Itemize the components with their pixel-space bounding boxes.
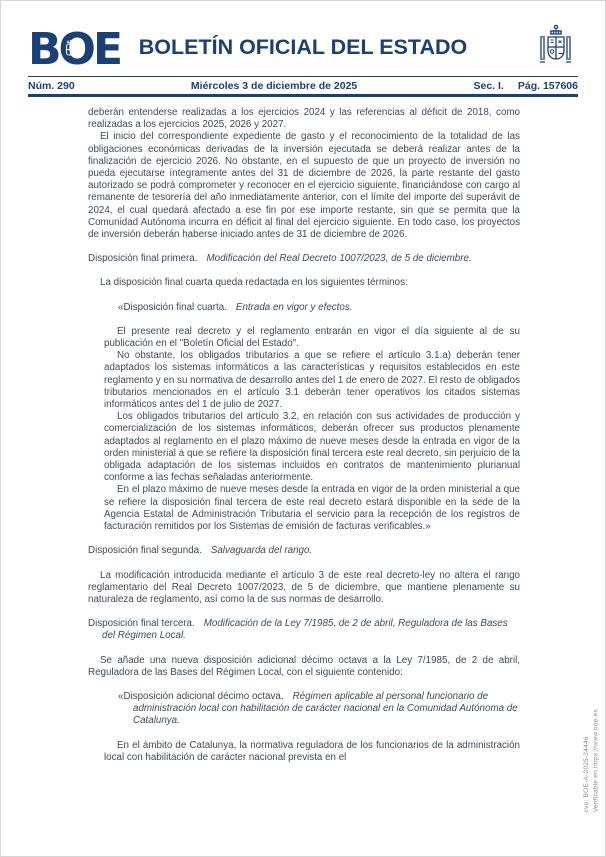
section-heading <box>88 545 520 557</box>
heading-title: Modificación del Real Decreto 1007/2023, de 5 de diciembre. <box>206 253 472 265</box>
paragraph: El inicio del correspondiente expediente de gasto y el reconocimiento de la totalidad de las obligaciones económicas derivadas de la inversión ejecutada se deberá realizar antes de la finalización de ejercicio 2026. No obstante, en el supuesto de que un proyecto de inversión no pueda ejecutarse íntegramente antes del 31 de diciembre de 2026, la parte restante del gasto autorizado se podrá comprometer y reconocer en el ejercicio siguiente, financiándose con cargo al remanente de tesorería del año inmediatamente anterior, con el límite del importe del superávit de 2024, el cual quedará afectado a ese fin por ese importe restante, sin que se permita que la Comunidad Autónoma incurra en déficit al final del ejercicio siguiente. En todo caso, los proyectos de inversión deberán haberse iniciado antes de 31 de diciembre de 2026. <box>88 131 520 241</box>
info-bar <box>28 76 578 97</box>
paragraph: La disposición final cuarta queda redactada en los siguientes términos: <box>100 277 408 289</box>
masthead-title: BOLETÍN OFICIAL DEL ESTADO <box>138 35 468 59</box>
document-body <box>88 107 520 764</box>
quoted-paragraph: Los obligados tributarios del artículo 3.2, en relación con sus actividades de producción y comercialización de los sistemas informáticos, deberán ofrecer sus productos plenamente adaptados al reglamento en el plazo máximo de nueve meses desde la entrada en vigor de la orden ministerial a que se refiere la disposición final tercera este real decreto, sin perjuicio de la obligada adaptación de los sistemas incluidos en contratos de mantenimiento plurianual conforme a las fechas señaladas anteriormente. <box>104 411 520 484</box>
section-label: Sec. I. <box>473 79 504 92</box>
heading-label: «Disposición final cuarta. <box>118 301 227 313</box>
issue-date: Miércoles 3 de diciembre de 2025 <box>190 79 358 92</box>
heading-label: Disposición final segunda. <box>88 545 202 557</box>
section-heading <box>88 618 520 642</box>
page-number: Pág. 157606 <box>517 79 578 92</box>
boe-logo-crest-icon <box>63 38 78 66</box>
issue-number: Núm. 290 <box>28 79 75 92</box>
quoted-paragraph: No obstante, los obligados tributarios a que se refiere el artículo 3.1.a) deberán tener adaptados los sistemas informáticos a las características y requisitos establecidos en este reglamento y en su normativa de desarrollo antes del 1 de enero de 2027. El resto de obligados tributarios mencionados en el artículo 3.1 deberán tener operativos los citados sistemas informáticos antes del 1 de julio de 2027. <box>104 350 520 411</box>
heading-title: Modificación de la Ley 7/1985, de 2 de abril, Reguladora de las Bases del Régimen Local. <box>102 618 508 642</box>
heading-title: Entrada en vigor y efectos. <box>235 301 353 313</box>
paragraph: La modificación introducida mediante el artículo 3 de este real decreto-ley no altera el rango reglamentario del Real Decreto 1007/2023, de 5 de diciembre, que mantiene plenamente su naturaleza de reglamento, así como la de sus normas de desarrollo. <box>88 569 520 605</box>
boe-logo-letters: BOE <box>28 24 120 75</box>
paragraph: deberán entenderse realizadas a los ejercicios 2024 y las referencias al déficit de 2018, como realizadas a los ejercicios 2025, 2026 y 2027. <box>88 107 520 131</box>
heading-label: «Disposición adicional décimo octava. <box>118 690 284 702</box>
quoted-heading <box>88 691 520 728</box>
verification-sidebar <box>582 709 601 812</box>
heading-label: Disposición final tercera. <box>88 618 195 630</box>
spain-coat-of-arms-icon <box>536 24 576 79</box>
paragraph: Se añade una nueva disposición adicional décimo octava a la Ley 7/1985, de 2 de abril, Reguladora de las Bases del Régimen Local, con el siguiente contenido: <box>88 654 520 678</box>
quoted-heading <box>88 302 520 314</box>
cve-code: cve: BOE-A-2025-24446 <box>583 735 590 812</box>
heading-title: Régimen aplicable al personal funcionario de administración local con habilitación de carácter nacional en la Comunidad Autónoma de Catalunya. <box>133 690 518 727</box>
quoted-paragraph: En el ámbito de Catalunya, la normativa reguladora de los funcionarios de la administración local con habilitación de carácter nacional prevista en el <box>104 739 520 763</box>
quoted-paragraph: En el plazo máximo de nueve meses desde la entrada en vigor de la orden ministerial a que se refiere la disposición final tercera de este real decreto estará disponible en la sede de la Agencia Estatal de Administración Tributaria el servicio para la recepción de los registros de facturación remitidos por los Sistemas de emisión de facturas verificables.» <box>104 484 520 533</box>
quoted-paragraph: El presente real decreto y el reglamento entrarán en vigor el día siguiente al de su publicación en el "Boletín Oficial del Estado". <box>104 325 520 350</box>
header <box>28 26 578 76</box>
cve-verify-url: Verificable en https://www.boe.es <box>592 708 600 812</box>
heading-title: Salvaguarda del rango. <box>210 545 313 557</box>
section-heading <box>88 253 520 265</box>
heading-label: Disposición final primera. <box>88 253 198 265</box>
